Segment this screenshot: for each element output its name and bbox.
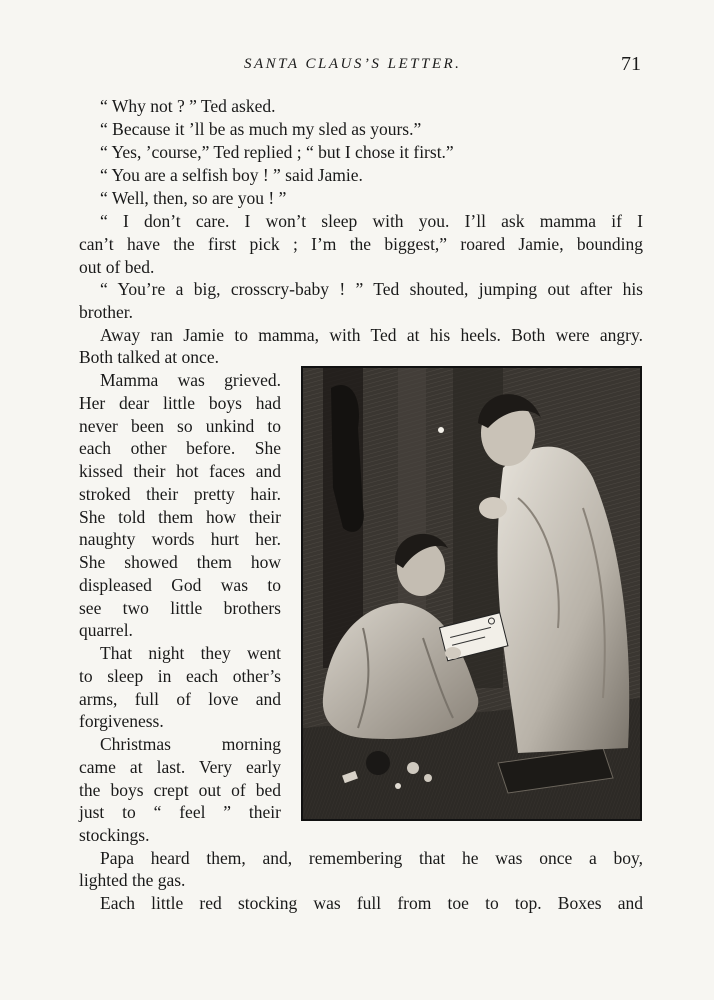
text-line: brother. xyxy=(79,302,133,322)
text-line: stroked their pretty hair. xyxy=(79,484,281,504)
text-line: “ I don’t care. I won’t sleep with you. I’ll ask mamma if I xyxy=(100,211,643,231)
text-line: forgiveness. xyxy=(79,711,164,731)
running-head: SANTA CLAUS’S LETTER. xyxy=(244,56,462,72)
text-line: Christmas morning xyxy=(100,734,281,754)
text-line: Papa heard them, and, remembering that he was once a boy, xyxy=(100,848,643,868)
text-line: to sleep in each other’s xyxy=(79,666,281,686)
text-line: “ You’re a big, crosscry-baby ! ” Ted shouted, jumping out after his xyxy=(100,279,643,299)
text-line: displeased God was to xyxy=(79,575,281,595)
text-line: She showed them how xyxy=(79,552,281,572)
text-line: each other before. She xyxy=(79,438,281,458)
text-line: kissed their hot faces and xyxy=(79,461,281,481)
text-line: “ Yes, ’course,” Ted replied ; “ but I chose it first.” xyxy=(100,142,454,162)
text-line: Mamma was grieved. xyxy=(100,370,281,390)
text-line: see two little brothers xyxy=(79,598,281,618)
text-line: never been so unkind to xyxy=(79,416,281,436)
text-line: Each little red stocking was full from toe to top. Boxes and xyxy=(100,893,643,913)
text-line: naughty words hurt her. xyxy=(79,529,281,549)
text-line: “ Because it ’ll be as much my sled as yours.” xyxy=(100,119,422,139)
text-line: “ You are a selfish boy ! ” said Jamie. xyxy=(100,165,363,185)
text-line: the boys crept out of bed xyxy=(79,780,281,800)
page-number: 71 xyxy=(621,53,641,75)
illustration-two-boys xyxy=(301,366,642,821)
text-line: quarrel. xyxy=(79,620,133,640)
text-line: Her dear little boys had xyxy=(79,393,281,413)
text-line: She told them how their xyxy=(79,507,281,527)
text-line: out of bed. xyxy=(79,257,155,277)
engraving-image xyxy=(303,368,640,819)
text-line: stockings. xyxy=(79,825,150,845)
text-line: “ Well, then, so are you ! ” xyxy=(100,188,287,208)
text-line: Both talked at once. xyxy=(79,347,219,367)
text-line: came at last. Very early xyxy=(79,757,281,777)
text-line: lighted the gas. xyxy=(79,870,186,890)
text-line: just to “ feel ” their xyxy=(79,802,281,822)
text-line: arms, full of love and xyxy=(79,689,281,709)
text-line: can’t have the first pick ; I’m the biggest,” roared Jamie, bounding xyxy=(79,234,643,254)
text-line: That night they went xyxy=(100,643,281,663)
text-line: Away ran Jamie to mamma, with Ted at his heels. Both were angry. xyxy=(100,325,643,345)
text-line: “ Why not ? ” Ted asked. xyxy=(100,96,276,116)
